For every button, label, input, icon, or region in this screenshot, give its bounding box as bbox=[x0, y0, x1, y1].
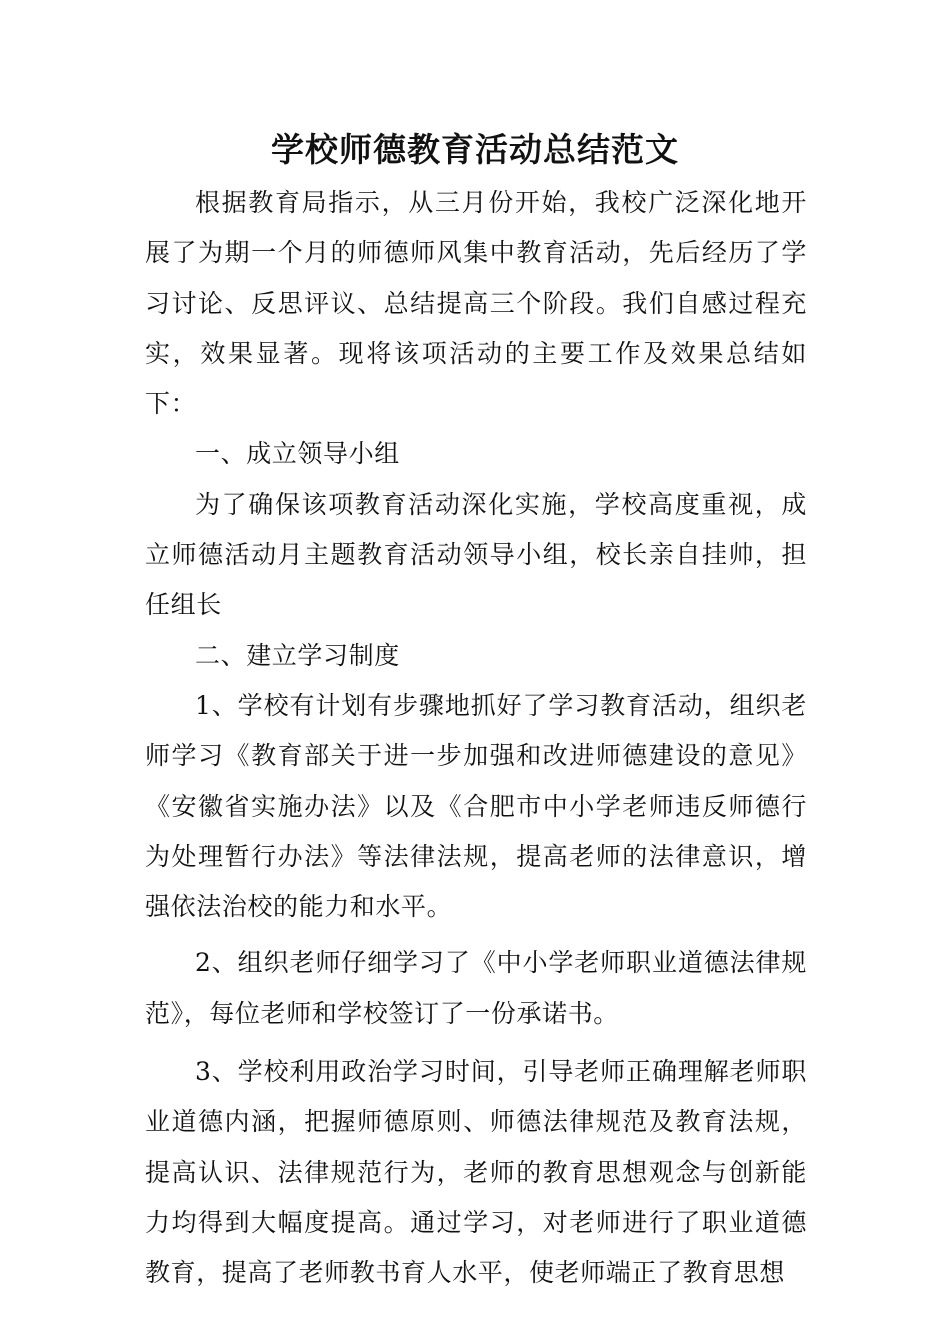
paragraph-intro: 根据教育局指示，从三月份开始，我校广泛深化地开展了为期一个月的师德师风集中教育活动，先后经历了学习讨论、反思评议、总结提高三个阶段。我们自感过程充实，效果显著。现将该项活动的主要工作及效果总结如下： bbox=[145, 188, 807, 419]
document-body bbox=[145, 178, 807, 1299]
paragraph-item-2: 2、组织老师仔细学习了《中小学老师职业道德法律规范》，每位老师和学校签订了一份承诺书。 bbox=[145, 948, 807, 1028]
paragraph-leadership-group: 为了确保该项教育活动深化实施，学校高度重视，成立师德活动月主题教育活动领导小组，校长亲自挂帅，担任组长 bbox=[145, 489, 807, 620]
paragraph-item-1: 1、学校有计划有步骤地抓好了学习教育活动，组织老师学习《教育部关于进一步加强和改进师德建设的意见》《安徽省实施办法》以及《合肥市中小学老师违反师德行为处理暂行办法》等法律法规，提高老师的法律意识，增强依法治校的能力和水平。 bbox=[145, 690, 807, 922]
document-title: 学校师德教育活动总结范文 bbox=[271, 130, 679, 169]
paragraph-item-3: 3、学校利用政治学习时间，引导老师正确理解老师职业道德内涵，把握师德原则、师德法律规范及教育法规，提高认识、法律规范行为，老师的教育思想观念与创新能力均得到大幅度提高。通过学习，对老师进行了职业道德教育，提高了老师教书育人水平，使老师端正了教育思想 bbox=[145, 1057, 807, 1288]
heading-section-1: 一、成立领导小组 bbox=[195, 439, 400, 469]
heading-section-2: 二、建立学习制度 bbox=[195, 640, 400, 670]
